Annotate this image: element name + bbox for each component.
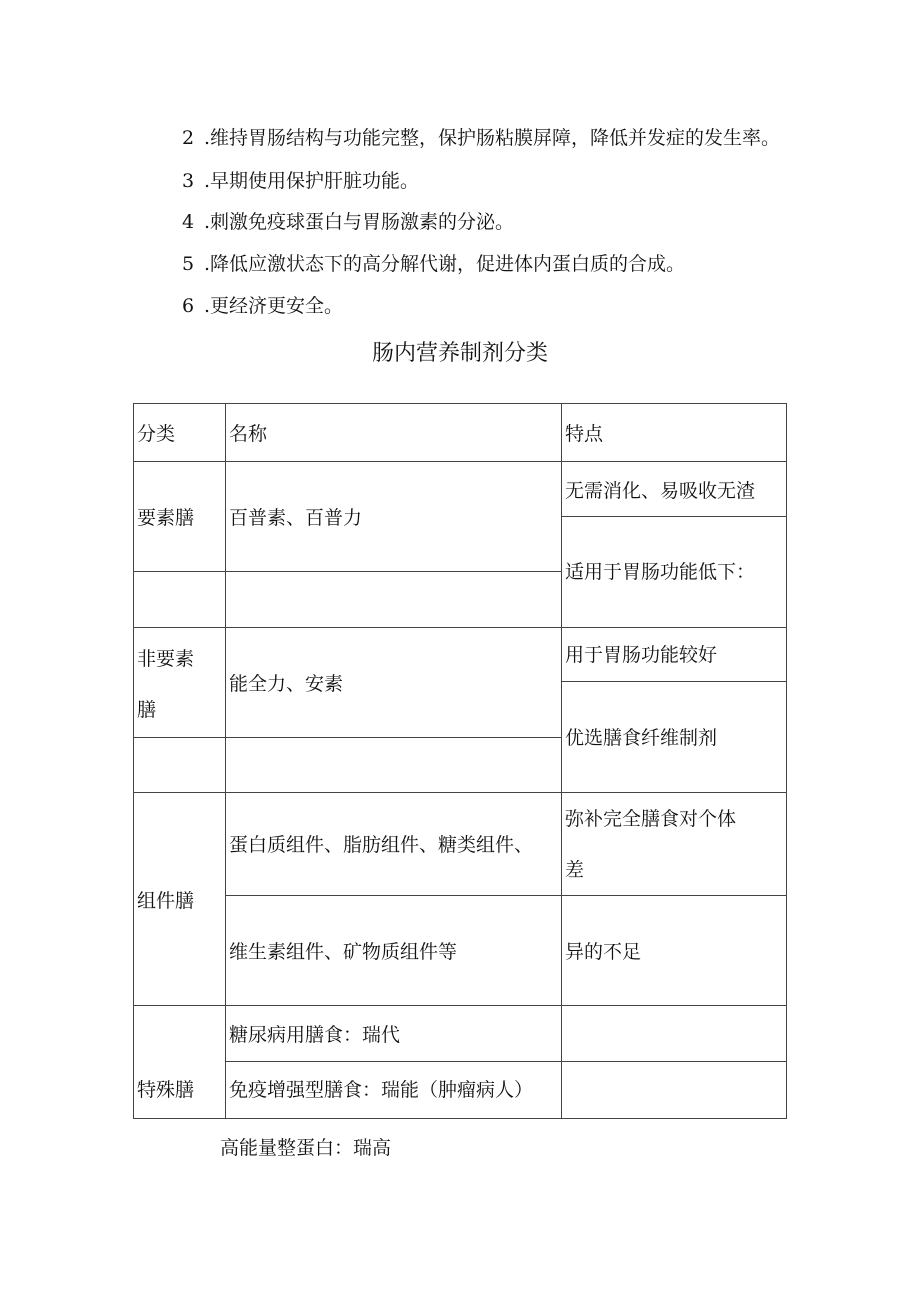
page-title: 肠内营养制剂分类	[371, 341, 548, 366]
list-text: .早期使用保护肝脏功能。	[204, 170, 420, 192]
table-border-right	[786, 403, 787, 1119]
list-item-3	[182, 169, 419, 193]
row-divider	[133, 571, 561, 572]
list-text: .维持胃肠结构与功能完整，保护肠粘膜屏障，降低并发症的发生率。	[204, 127, 781, 149]
list-item-6	[182, 294, 343, 318]
feature-nonelemental-2: 优选膳食纤维制剂	[565, 727, 718, 749]
name-elemental: 百普素、百普力	[229, 507, 363, 529]
list-number: 4	[182, 211, 195, 233]
name-module-2: 维生素组件、矿物质组件等	[229, 941, 458, 963]
category-nonelemental-line2: 膳	[137, 699, 157, 721]
row-divider	[225, 1061, 787, 1062]
row-divider	[133, 737, 561, 738]
table-border-bottom	[133, 1118, 787, 1119]
row-divider	[133, 627, 787, 628]
row-divider	[133, 792, 787, 793]
feature-module-3: 异的不足	[565, 941, 642, 963]
feature-module-2: 差	[565, 859, 585, 881]
list-item-4	[182, 210, 514, 234]
category-nonelemental-line1: 非要素	[137, 648, 195, 670]
header-name: 名称	[229, 423, 268, 445]
row-divider	[133, 461, 787, 462]
list-item-5	[182, 252, 685, 276]
name-special-2: 免疫增强型膳食：瑞能（肿瘤病人）	[229, 1079, 534, 1101]
classification-table	[133, 403, 787, 1119]
list-number: 3	[182, 170, 195, 192]
table-border-left	[133, 403, 134, 1119]
list-number: 5	[182, 253, 195, 275]
table-border-top	[133, 403, 787, 404]
category-special: 特殊膳	[137, 1079, 195, 1101]
category-module: 组件膳	[137, 890, 195, 912]
name-module-1: 蛋白质组件、脂肪组件、糖类组件、	[229, 834, 534, 856]
feature-elemental-2: 适用于胃肠功能低下：	[565, 561, 756, 583]
row-divider	[561, 681, 787, 682]
list-text: .降低应激状态下的高分解代谢，促进体内蛋白质的合成。	[204, 253, 686, 275]
header-category: 分类	[137, 423, 176, 445]
list-text: .刺激免疫球蛋白与胃肠激素的分泌。	[204, 211, 515, 233]
list-text: .更经济更安全。	[204, 295, 344, 317]
row-divider	[561, 516, 787, 517]
column-divider-2	[561, 403, 562, 1119]
list-number: 6	[182, 295, 195, 317]
trailing-text: 高能量整蛋白：瑞高	[220, 1137, 392, 1159]
list-item-2	[182, 126, 780, 150]
column-divider-1	[225, 403, 226, 1119]
list-number: 2	[182, 127, 195, 149]
name-nonelemental: 能全力、安素	[229, 673, 344, 695]
feature-elemental-1: 无需消化、易吸收无渣	[565, 480, 756, 502]
feature-module-1: 弥补完全膳食对个体	[565, 808, 737, 830]
row-divider	[133, 1005, 787, 1006]
feature-nonelemental-1: 用于胃肠功能较好	[565, 644, 718, 666]
name-special-1: 糖尿病用膳食：瑞代	[229, 1024, 401, 1046]
header-features: 特点	[565, 423, 604, 445]
row-divider	[225, 895, 787, 896]
category-elemental: 要素膳	[137, 507, 195, 529]
